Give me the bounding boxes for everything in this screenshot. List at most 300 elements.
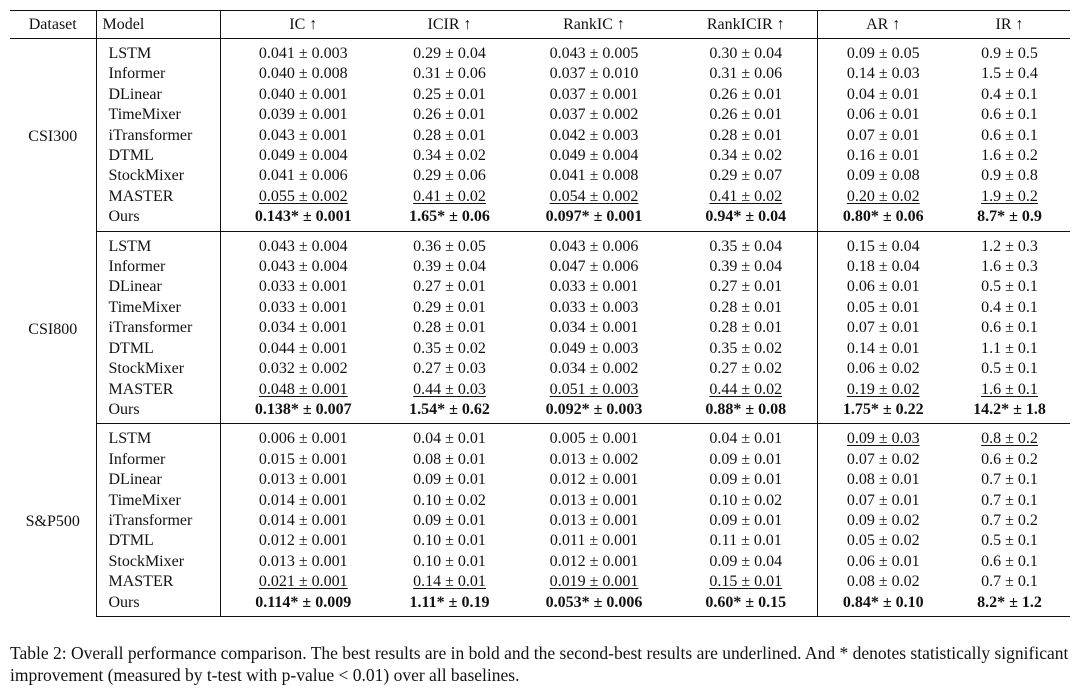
cell-icir bbox=[386, 277, 513, 297]
cell-ar bbox=[817, 166, 949, 186]
cell-ic bbox=[220, 552, 386, 572]
cell-ir bbox=[949, 318, 1070, 338]
table-row bbox=[10, 359, 1070, 379]
cell-rankicir bbox=[675, 146, 817, 166]
cell-value: 0.4 ± 0.1 bbox=[981, 298, 1038, 316]
model-name: DLinear bbox=[96, 85, 220, 105]
cell-rankic bbox=[513, 187, 675, 207]
model-name: DTML bbox=[96, 531, 220, 551]
cell-value: 0.09 ± 0.04 bbox=[709, 552, 783, 570]
cell-value: 0.35 ± 0.02 bbox=[413, 339, 486, 357]
model-name: DLinear bbox=[96, 277, 220, 297]
cell-ar bbox=[817, 105, 949, 125]
cell-ar bbox=[817, 511, 949, 531]
cell-ir bbox=[949, 552, 1070, 572]
cell-value: 0.60* ± 0.15 bbox=[705, 593, 787, 611]
cell-ic bbox=[220, 166, 386, 186]
table-row bbox=[10, 146, 1070, 166]
cell-ic bbox=[220, 64, 386, 84]
cell-value: 0.014 ± 0.001 bbox=[258, 511, 348, 529]
cell-value: 0.08 ± 0.02 bbox=[846, 573, 920, 591]
cell-value: 0.05 ± 0.02 bbox=[846, 532, 920, 550]
cell-value: 0.10 ± 0.02 bbox=[709, 491, 783, 509]
cell-icir bbox=[386, 105, 513, 125]
cell-icir bbox=[386, 450, 513, 470]
cell-value: 0.097* ± 0.001 bbox=[545, 208, 643, 226]
cell-icir bbox=[386, 511, 513, 531]
cell-value: 0.25 ± 0.01 bbox=[413, 85, 486, 103]
cell-value: 0.015 ± 0.001 bbox=[258, 450, 348, 468]
cell-rankic bbox=[513, 277, 675, 297]
cell-rankic bbox=[513, 64, 675, 84]
cell-rankic bbox=[513, 491, 675, 511]
cell-value: 8.7* ± 0.9 bbox=[977, 208, 1042, 226]
cell-ir bbox=[949, 146, 1070, 166]
cell-icir bbox=[386, 380, 513, 400]
cell-value: 0.06 ± 0.01 bbox=[846, 106, 920, 124]
header-dataset: Dataset bbox=[10, 11, 96, 39]
cell-value: 1.75* ± 0.22 bbox=[842, 400, 924, 418]
cell-value: 0.037 ± 0.010 bbox=[549, 65, 639, 83]
cell-value: 0.5 ± 0.1 bbox=[981, 360, 1038, 378]
cell-ic bbox=[220, 470, 386, 490]
cell-value: 0.26 ± 0.01 bbox=[709, 85, 783, 103]
cell-rankicir bbox=[675, 187, 817, 207]
cell-value: 0.033 ± 0.003 bbox=[549, 298, 639, 316]
cell-value: 0.7 ± 0.1 bbox=[981, 471, 1038, 489]
cell-rankicir bbox=[675, 531, 817, 551]
cell-value: 0.35 ± 0.02 bbox=[709, 339, 783, 357]
cell-rankicir bbox=[675, 424, 817, 450]
cell-rankic bbox=[513, 318, 675, 338]
cell-value: 1.6 ± 0.3 bbox=[981, 258, 1038, 276]
cell-value: 0.31 ± 0.06 bbox=[413, 65, 486, 83]
cell-value: 0.012 ± 0.001 bbox=[258, 532, 348, 550]
cell-rankic bbox=[513, 257, 675, 277]
cell-value: 0.043 ± 0.004 bbox=[258, 237, 348, 255]
cell-icir bbox=[386, 470, 513, 490]
cell-ic bbox=[220, 572, 386, 592]
cell-value: 0.04 ± 0.01 bbox=[846, 85, 920, 103]
cell-value: 0.013 ± 0.001 bbox=[549, 491, 639, 509]
cell-value: 0.011 ± 0.001 bbox=[549, 532, 639, 550]
cell-value: 0.39 ± 0.04 bbox=[413, 258, 486, 276]
cell-value: 0.11 ± 0.01 bbox=[709, 532, 782, 550]
cell-value: 0.30 ± 0.04 bbox=[709, 45, 783, 62]
cell-icir bbox=[386, 126, 513, 146]
cell-value: 0.8 ± 0.2 bbox=[981, 430, 1038, 448]
cell-value: 0.44 ± 0.02 bbox=[709, 380, 783, 398]
cell-rankic bbox=[513, 511, 675, 531]
cell-value: 0.040 ± 0.008 bbox=[258, 65, 348, 83]
cell-value: 0.14 ± 0.03 bbox=[846, 65, 920, 83]
model-name: LSTM bbox=[96, 424, 220, 450]
dataset-label: S&P500 bbox=[10, 424, 96, 617]
cell-rankicir bbox=[675, 126, 817, 146]
cell-ir bbox=[949, 359, 1070, 379]
cell-ir bbox=[949, 572, 1070, 592]
cell-icir bbox=[386, 257, 513, 277]
cell-value: 0.28 ± 0.01 bbox=[709, 319, 783, 337]
cell-value: 0.053* ± 0.006 bbox=[545, 593, 643, 611]
cell-rankicir bbox=[675, 207, 817, 231]
cell-ir bbox=[949, 207, 1070, 231]
cell-ar bbox=[817, 491, 949, 511]
cell-rankic bbox=[513, 552, 675, 572]
cell-value: 0.08 ± 0.01 bbox=[413, 450, 486, 468]
cell-value: 0.7 ± 0.2 bbox=[981, 511, 1038, 529]
cell-value: 0.05 ± 0.01 bbox=[846, 298, 920, 316]
cell-ic bbox=[220, 231, 386, 257]
cell-ic bbox=[220, 400, 386, 424]
header-ir: IR ↑ bbox=[949, 11, 1070, 39]
results-table bbox=[10, 10, 1070, 617]
cell-value: 0.07 ± 0.01 bbox=[846, 319, 920, 337]
cell-rankic bbox=[513, 126, 675, 146]
cell-value: 0.28 ± 0.01 bbox=[709, 126, 783, 144]
cell-ar bbox=[817, 257, 949, 277]
table-row bbox=[10, 231, 1070, 257]
table-caption: Table 2: Overall performance comparison. The best results are in bold and the second-best results are underlined. And * denotes statistically significant improvement (measured by t-test with p-value < 0.01) over all baselines. bbox=[10, 643, 1069, 685]
cell-icir bbox=[386, 593, 513, 617]
cell-ic bbox=[220, 339, 386, 359]
table-row bbox=[10, 470, 1070, 490]
cell-value: 0.39 ± 0.04 bbox=[709, 258, 783, 276]
cell-value: 0.013 ± 0.001 bbox=[258, 552, 348, 570]
cell-ir bbox=[949, 85, 1070, 105]
cell-value: 0.037 ± 0.001 bbox=[549, 85, 639, 103]
cell-ar bbox=[817, 380, 949, 400]
table-row bbox=[10, 39, 1070, 65]
dataset-group bbox=[10, 231, 1070, 424]
cell-value: 0.10 ± 0.01 bbox=[413, 552, 486, 570]
header-rankic: RankIC ↑ bbox=[513, 11, 675, 39]
cell-value: 0.09 ± 0.01 bbox=[709, 511, 783, 529]
table-row bbox=[10, 64, 1070, 84]
cell-value: 0.16 ± 0.01 bbox=[846, 147, 920, 165]
cell-ar bbox=[817, 318, 949, 338]
cell-value: 0.06 ± 0.02 bbox=[846, 360, 920, 378]
cell-ic bbox=[220, 318, 386, 338]
cell-value: 0.013 ± 0.001 bbox=[549, 511, 639, 529]
cell-value: 0.06 ± 0.01 bbox=[846, 278, 920, 296]
cell-rankicir bbox=[675, 470, 817, 490]
cell-value: 0.019 ± 0.001 bbox=[549, 573, 639, 591]
cell-icir bbox=[386, 231, 513, 257]
cell-ic bbox=[220, 593, 386, 617]
cell-rankic bbox=[513, 572, 675, 592]
cell-value: 0.09 ± 0.01 bbox=[709, 450, 783, 468]
cell-ir bbox=[949, 126, 1070, 146]
cell-value: 0.09 ± 0.01 bbox=[413, 511, 486, 529]
cell-value: 0.07 ± 0.01 bbox=[846, 126, 920, 144]
cell-ic bbox=[220, 531, 386, 551]
cell-ir bbox=[949, 298, 1070, 318]
cell-value: 0.31 ± 0.06 bbox=[709, 65, 783, 83]
header-ic: IC ↑ bbox=[220, 11, 386, 39]
cell-ir bbox=[949, 424, 1070, 450]
cell-ic bbox=[220, 207, 386, 231]
cell-value: 0.051 ± 0.003 bbox=[549, 380, 639, 398]
model-name: DTML bbox=[96, 146, 220, 166]
cell-ir bbox=[949, 511, 1070, 531]
cell-rankicir bbox=[675, 64, 817, 84]
cell-ar bbox=[817, 207, 949, 231]
cell-rankic bbox=[513, 531, 675, 551]
model-name: DTML bbox=[96, 339, 220, 359]
cell-value: 0.034 ± 0.001 bbox=[258, 319, 348, 337]
cell-rankic bbox=[513, 105, 675, 125]
cell-ir bbox=[949, 400, 1070, 424]
cell-value: 0.28 ± 0.01 bbox=[709, 298, 783, 316]
cell-value: 0.34 ± 0.02 bbox=[709, 147, 783, 165]
cell-value: 0.28 ± 0.01 bbox=[413, 126, 486, 144]
cell-ar bbox=[817, 126, 949, 146]
cell-value: 0.94* ± 0.04 bbox=[705, 208, 787, 226]
model-name: TimeMixer bbox=[96, 298, 220, 318]
cell-ic bbox=[220, 511, 386, 531]
cell-value: 0.15 ± 0.04 bbox=[846, 237, 920, 255]
table-row bbox=[10, 207, 1070, 231]
cell-ar bbox=[817, 400, 949, 424]
cell-value: 0.114* ± 0.009 bbox=[255, 593, 352, 611]
cell-value: 0.040 ± 0.001 bbox=[258, 85, 348, 103]
cell-value: 0.09 ± 0.03 bbox=[846, 430, 920, 448]
cell-value: 0.88* ± 0.08 bbox=[705, 400, 787, 418]
cell-value: 0.04 ± 0.01 bbox=[709, 430, 783, 448]
cell-ir bbox=[949, 450, 1070, 470]
cell-value: 0.44 ± 0.03 bbox=[413, 380, 486, 398]
cell-icir bbox=[386, 400, 513, 424]
cell-value: 0.6 ± 0.2 bbox=[981, 450, 1038, 468]
cell-value: 0.055 ± 0.002 bbox=[258, 187, 348, 205]
cell-value: 0.34 ± 0.02 bbox=[413, 147, 486, 165]
cell-value: 0.5 ± 0.1 bbox=[981, 278, 1038, 296]
cell-value: 0.6 ± 0.1 bbox=[981, 106, 1038, 124]
cell-value: 1.65* ± 0.06 bbox=[409, 208, 490, 226]
table-row bbox=[10, 187, 1070, 207]
cell-value: 0.10 ± 0.01 bbox=[413, 532, 486, 550]
cell-icir bbox=[386, 298, 513, 318]
cell-value: 0.6 ± 0.1 bbox=[981, 126, 1038, 144]
cell-value: 0.049 ± 0.004 bbox=[258, 147, 348, 165]
model-name: MASTER bbox=[96, 187, 220, 207]
cell-rankicir bbox=[675, 359, 817, 379]
cell-ir bbox=[949, 470, 1070, 490]
cell-value: 0.092* ± 0.003 bbox=[545, 400, 643, 418]
cell-value: 0.6 ± 0.1 bbox=[981, 552, 1038, 570]
table-row bbox=[10, 318, 1070, 338]
header-model: Model bbox=[96, 11, 220, 39]
cell-rankicir bbox=[675, 339, 817, 359]
cell-ic bbox=[220, 359, 386, 379]
header-ar: AR ↑ bbox=[817, 11, 949, 39]
cell-value: 1.6 ± 0.1 bbox=[981, 380, 1038, 398]
cell-value: 0.041 ± 0.006 bbox=[258, 167, 348, 185]
cell-rankicir bbox=[675, 277, 817, 297]
cell-ic bbox=[220, 424, 386, 450]
model-name: StockMixer bbox=[96, 359, 220, 379]
cell-icir bbox=[386, 318, 513, 338]
cell-value: 0.10 ± 0.02 bbox=[413, 491, 486, 509]
cell-ar bbox=[817, 572, 949, 592]
cell-value: 0.033 ± 0.001 bbox=[258, 298, 348, 316]
cell-icir bbox=[386, 531, 513, 551]
cell-value: 0.043 ± 0.001 bbox=[258, 126, 348, 144]
cell-value: 0.26 ± 0.01 bbox=[413, 106, 486, 124]
table-header bbox=[10, 11, 1070, 39]
cell-value: 0.013 ± 0.002 bbox=[549, 450, 639, 468]
table-row bbox=[10, 85, 1070, 105]
dataset-group bbox=[10, 39, 1070, 232]
table-row bbox=[10, 339, 1070, 359]
cell-value: 14.2* ± 1.8 bbox=[973, 400, 1046, 418]
cell-value: 0.013 ± 0.001 bbox=[258, 471, 348, 489]
cell-value: 0.36 ± 0.05 bbox=[413, 237, 486, 255]
cell-value: 0.09 ± 0.02 bbox=[846, 511, 920, 529]
model-name: TimeMixer bbox=[96, 105, 220, 125]
cell-value: 0.4 ± 0.1 bbox=[981, 85, 1038, 103]
model-name: MASTER bbox=[96, 572, 220, 592]
table-row bbox=[10, 491, 1070, 511]
cell-value: 1.6 ± 0.2 bbox=[981, 147, 1038, 165]
table-row bbox=[10, 424, 1070, 450]
cell-value: 0.14 ± 0.01 bbox=[846, 339, 920, 357]
cell-value: 0.032 ± 0.002 bbox=[258, 360, 348, 378]
cell-value: 0.08 ± 0.01 bbox=[846, 471, 920, 489]
cell-value: 0.012 ± 0.001 bbox=[549, 471, 639, 489]
cell-value: 0.041 ± 0.003 bbox=[258, 45, 348, 62]
cell-value: 0.047 ± 0.006 bbox=[549, 258, 639, 276]
cell-value: 0.18 ± 0.04 bbox=[846, 258, 920, 276]
cell-value: 0.19 ± 0.02 bbox=[846, 380, 920, 398]
header-rankicir: RankICIR ↑ bbox=[675, 11, 817, 39]
cell-ar bbox=[817, 39, 949, 65]
cell-ir bbox=[949, 187, 1070, 207]
dataset-label: CSI300 bbox=[10, 39, 96, 232]
cell-value: 0.034 ± 0.002 bbox=[549, 360, 639, 378]
cell-value: 1.11* ± 0.19 bbox=[409, 593, 490, 611]
cell-ir bbox=[949, 64, 1070, 84]
cell-ir bbox=[949, 277, 1070, 297]
cell-ic bbox=[220, 85, 386, 105]
cell-value: 0.048 ± 0.001 bbox=[258, 380, 348, 398]
cell-rankicir bbox=[675, 85, 817, 105]
cell-value: 0.021 ± 0.001 bbox=[258, 573, 348, 591]
cell-value: 0.042 ± 0.003 bbox=[549, 126, 639, 144]
cell-value: 0.049 ± 0.003 bbox=[549, 339, 639, 357]
cell-value: 0.29 ± 0.01 bbox=[413, 298, 486, 316]
cell-icir bbox=[386, 146, 513, 166]
cell-value: 0.9 ± 0.8 bbox=[981, 167, 1038, 185]
model-name: TimeMixer bbox=[96, 491, 220, 511]
cell-ir bbox=[949, 39, 1070, 65]
cell-icir bbox=[386, 552, 513, 572]
cell-rankicir bbox=[675, 450, 817, 470]
cell-ir bbox=[949, 105, 1070, 125]
cell-rankicir bbox=[675, 105, 817, 125]
table-row bbox=[10, 450, 1070, 470]
cell-rankic bbox=[513, 400, 675, 424]
model-name: iTransformer bbox=[96, 511, 220, 531]
cell-value: 0.043 ± 0.006 bbox=[549, 237, 639, 255]
table-row bbox=[10, 593, 1070, 617]
cell-ar bbox=[817, 359, 949, 379]
cell-ir bbox=[949, 231, 1070, 257]
cell-value: 1.9 ± 0.2 bbox=[981, 187, 1038, 205]
cell-value: 0.07 ± 0.01 bbox=[846, 491, 920, 509]
cell-ic bbox=[220, 39, 386, 65]
cell-value: 0.041 ± 0.008 bbox=[549, 167, 639, 185]
cell-value: 0.138* ± 0.007 bbox=[254, 400, 352, 418]
cell-rankicir bbox=[675, 491, 817, 511]
cell-icir bbox=[386, 187, 513, 207]
cell-value: 0.29 ± 0.06 bbox=[413, 167, 486, 185]
cell-value: 1.1 ± 0.1 bbox=[981, 339, 1038, 357]
cell-icir bbox=[386, 166, 513, 186]
table-row bbox=[10, 298, 1070, 318]
table-row bbox=[10, 166, 1070, 186]
cell-rankicir bbox=[675, 298, 817, 318]
cell-rankic bbox=[513, 593, 675, 617]
cell-rankicir bbox=[675, 400, 817, 424]
cell-value: 0.35 ± 0.04 bbox=[709, 237, 783, 255]
cell-value: 0.044 ± 0.001 bbox=[258, 339, 348, 357]
cell-value: 0.27 ± 0.02 bbox=[709, 360, 783, 378]
cell-value: 0.7 ± 0.1 bbox=[981, 491, 1038, 509]
cell-value: 0.09 ± 0.01 bbox=[413, 471, 486, 489]
cell-value: 0.09 ± 0.08 bbox=[846, 167, 920, 185]
cell-ir bbox=[949, 257, 1070, 277]
cell-icir bbox=[386, 207, 513, 231]
cell-ar bbox=[817, 552, 949, 572]
cell-ar bbox=[817, 424, 949, 450]
model-name: iTransformer bbox=[96, 318, 220, 338]
cell-value: 0.012 ± 0.001 bbox=[549, 552, 639, 570]
cell-icir bbox=[386, 85, 513, 105]
cell-value: 0.41 ± 0.02 bbox=[709, 187, 783, 205]
model-name: StockMixer bbox=[96, 166, 220, 186]
cell-value: 8.2* ± 1.2 bbox=[977, 593, 1042, 611]
cell-value: 0.29 ± 0.07 bbox=[709, 167, 783, 185]
cell-ar bbox=[817, 450, 949, 470]
cell-rankic bbox=[513, 85, 675, 105]
cell-value: 0.043 ± 0.005 bbox=[549, 45, 639, 62]
cell-icir bbox=[386, 39, 513, 65]
cell-rankic bbox=[513, 207, 675, 231]
cell-rankic bbox=[513, 166, 675, 186]
cell-value: 0.006 ± 0.001 bbox=[258, 430, 348, 448]
model-name: MASTER bbox=[96, 380, 220, 400]
cell-value: 0.054 ± 0.002 bbox=[549, 187, 639, 205]
cell-rankic bbox=[513, 424, 675, 450]
table-row bbox=[10, 552, 1070, 572]
cell-value: 0.033 ± 0.001 bbox=[549, 278, 639, 296]
cell-rankicir bbox=[675, 166, 817, 186]
cell-rankic bbox=[513, 359, 675, 379]
cell-value: 0.5 ± 0.1 bbox=[981, 532, 1038, 550]
cell-value: 1.54* ± 0.62 bbox=[409, 400, 490, 418]
cell-rankicir bbox=[675, 593, 817, 617]
cell-value: 0.039 ± 0.001 bbox=[258, 106, 348, 124]
model-name: LSTM bbox=[96, 231, 220, 257]
cell-rankic bbox=[513, 146, 675, 166]
cell-ar bbox=[817, 339, 949, 359]
cell-icir bbox=[386, 339, 513, 359]
cell-rankic bbox=[513, 339, 675, 359]
model-name: LSTM bbox=[96, 39, 220, 65]
cell-rankicir bbox=[675, 39, 817, 65]
